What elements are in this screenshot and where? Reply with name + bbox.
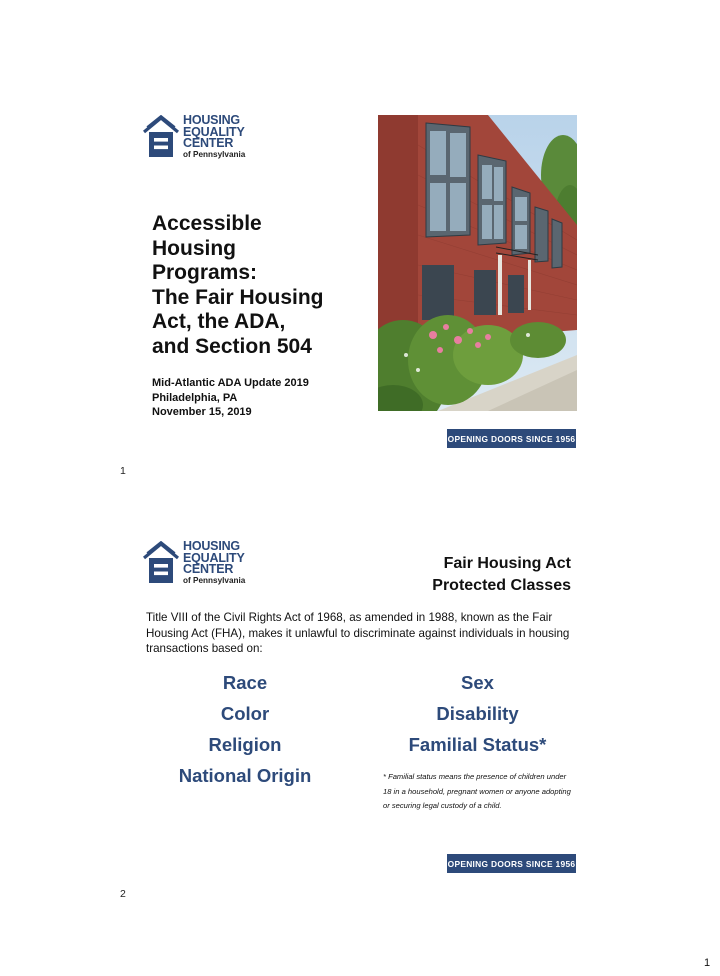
logo-line-center: CENTER [183,562,234,576]
familial-status-footnote: * Familial status means the presence of children under 18 in a household, pregnant women or anyone adopting or securing legal custody of a child. [383,772,571,811]
slide1-title-line: The Fair Housing [152,285,324,309]
slide1-title-line: and Section 504 [152,334,312,358]
page-number: 1 [704,957,711,969]
tagline-banner: OPENING DOORS SINCE 1956 [447,429,576,448]
house-equal-icon [143,115,179,159]
slide-number: 1 [120,465,126,477]
protected-class-disability: Disability [436,703,519,724]
tagline-banner: OPENING DOORS SINCE 1956 [447,854,576,873]
housing-photo [378,115,577,411]
logo-line-pennsylvania: of Pennsylvania [183,575,246,585]
house-equal-icon [143,541,179,585]
logo-line-equality: EQUALITY [183,124,245,139]
townhouse-illustration [378,115,577,411]
slide2-intro-text: Title VIII of the Civil Rights Act of 1968, as amended in 1988, known as the Fair Housing Act (FHA), makes it unlawful to discriminate against individuals in housing transactions based on: [146,611,570,655]
event-name: Mid-Atlantic ADA Update 2019 [152,377,309,389]
event-date: November 15, 2019 [152,406,252,418]
slide1-title-line: Accessible [152,212,262,235]
logo-line-housing: HOUSING [183,113,240,127]
logo-line-pennsylvania: of Pennsylvania [183,149,246,159]
slide2-title-line: Protected Classes [432,577,571,594]
slide2-title [432,553,571,597]
slide1-title-line: Act, the ADA, [152,310,286,333]
slide1-title [152,212,382,359]
event-location: Philadelphia, PA [152,391,238,404]
slide-number: 2 [120,888,126,900]
protected-class-race: Race [222,672,268,693]
slide1-title-line: Programs: [152,261,258,284]
protected-class-sex: Sex [461,672,494,693]
hec-logo [143,541,245,586]
protected-class-familial-status: Familial Status* [408,734,547,755]
slide1-title-line: Housing [152,236,236,260]
protected-class-religion: Religion [208,734,282,755]
slide2-title-line: Fair Housing Act [443,555,571,572]
logo-line-housing: HOUSING [183,539,240,553]
slide1-event-info [152,376,309,420]
hec-logo [143,115,245,160]
logo-line-equality: EQUALITY [183,550,245,565]
protected-class-color: Color [220,703,270,724]
protected-class-national-origin: National Origin [178,765,312,786]
logo-line-center: CENTER [183,136,234,150]
